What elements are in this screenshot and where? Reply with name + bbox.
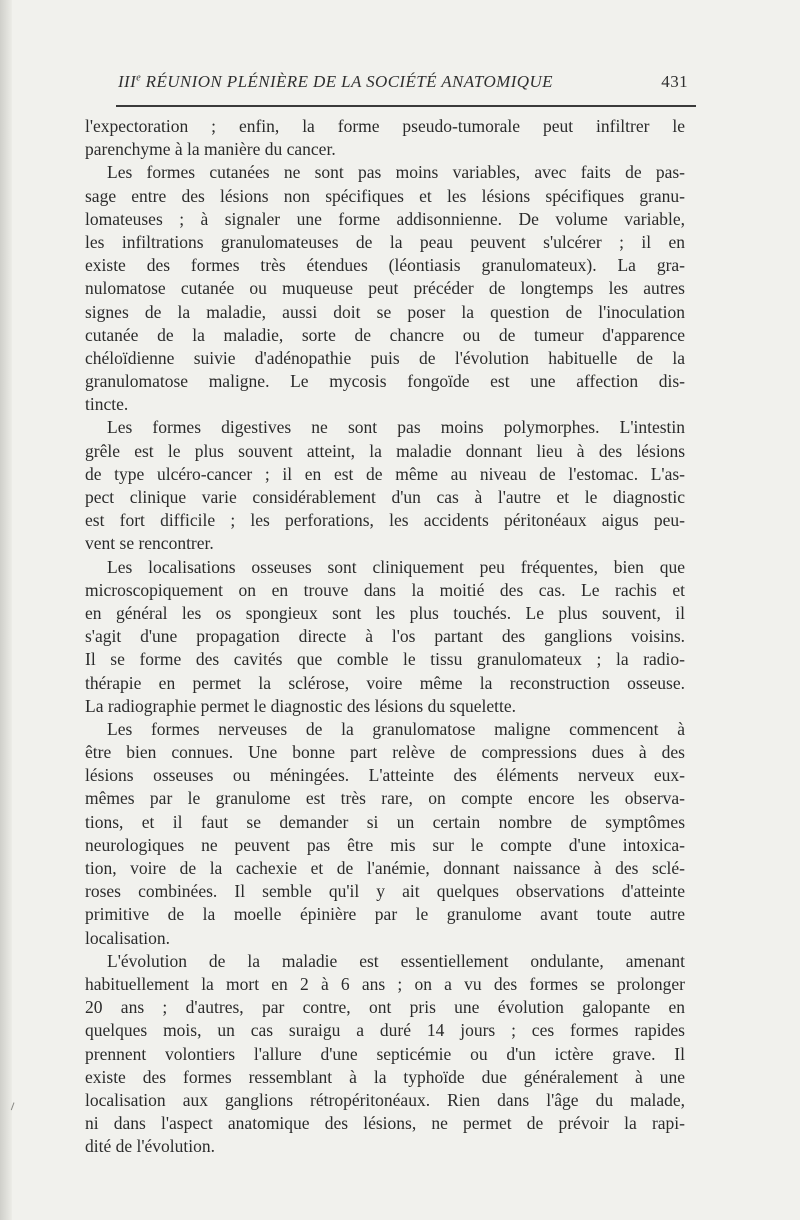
text-line: s'agit d'une propagation directe à l'os partant des ganglions voisins.: [85, 626, 685, 647]
text-line: granulomatose maligne. Le mycosis fongoïde est une affection dis-: [85, 371, 685, 392]
text-line: chéloïdienne suivie d'adénopathie puis de l'évolution habituelle de la: [85, 347, 685, 368]
text-line: lésions osseuses ou méningées. L'atteinte des éléments nerveux eux-: [85, 765, 685, 786]
text-line: Les formes nerveuses de la granulomatose maligne commencent à: [107, 718, 685, 739]
text-line: roses combinées. Il semble qu'il y ait quelques observations d'atteinte: [85, 881, 685, 902]
text-line: cutanée de la maladie, sorte de chancre ou de tumeur d'apparence: [85, 324, 685, 345]
paragraph: [85, 556, 685, 718]
text-line: mêmes par le granulome est très rare, on compte encore les observa-: [85, 788, 685, 809]
text-line: tion, voire de la cachexie et de l'anémie, donnant naissance à des sclé-: [85, 858, 685, 878]
text-line: Les localisations osseuses sont cliniquement peu fréquentes, bien que: [107, 556, 685, 577]
page-edge-shadow: [0, 0, 12, 1220]
text-line: thérapie en permet la sclérose, voire même la reconstruction osseuse.: [85, 672, 685, 693]
text-line: est fort difficile ; les perforations, les accidents péritonéaux aigus peu-: [85, 510, 685, 531]
text-line: localisation.: [85, 927, 171, 948]
text-line: en général les os spongieux sont les plus touchés. Le plus souvent, il: [85, 602, 685, 623]
text-line: nulomatose cutanée ou muqueuse peut précéder de longtemps les autres: [85, 278, 685, 299]
text-line: Les formes cutanées ne sont pas moins variables, avec faits de pas-: [107, 162, 685, 183]
margin-mark: [11, 1102, 18, 1111]
text-line: tions, et il faut se demander si un certain nombre de symptômes: [85, 811, 685, 832]
text-line: quelques mois, un cas suraigu a duré 14 jours ; ces formes rapides: [85, 1020, 685, 1041]
text-line: primitive de la moelle épinière par le granulome avant toute autre: [85, 904, 685, 925]
text-line: vent se rencontrer.: [85, 533, 214, 554]
paragraph: [85, 950, 685, 1159]
text-line: microscopiquement on en trouve dans la moitié des cas. Le rachis et: [85, 579, 685, 600]
text-line: Les formes digestives ne sont pas moins polymorphes. L'intestin: [107, 417, 685, 438]
text-line: lomateuses ; à signaler une forme addisonnienne. De volume variable,: [85, 208, 685, 229]
text-line: sage entre des lésions non spécifiques et les lésions spécifiques granu-: [85, 185, 685, 206]
paragraph: [85, 718, 685, 950]
paragraph: [85, 416, 685, 555]
text-line: La radiographie permet le diagnostic des lésions du squelette.: [85, 695, 517, 716]
text-line: grêle est le plus souvent atteint, la maladie donnant lieu à des lésions: [85, 440, 685, 461]
text-line: être bien connues. Une bonne part relève de compressions dues à des: [85, 742, 685, 763]
body-text: [85, 115, 685, 1158]
text-line: l'expectoration ; enfin, la forme pseudo-tumorale peut infiltrer le: [85, 116, 685, 136]
text-line: signes de la maladie, aussi doit se poser la question de l'inoculation: [85, 301, 685, 322]
text-line: 20 ans ; d'autres, par contre, ont pris une évolution galopante en: [85, 997, 685, 1018]
text-line: existe des formes très étendues (léontiasis granulomateux). La gra-: [85, 255, 685, 276]
text-line: localisation aux ganglions rétropéritonéaux. Rien dans l'âge du malade,: [85, 1089, 685, 1110]
text-line: les infiltrations granulomateuses de la peau peuvent s'ulcérer ; il en: [85, 231, 685, 252]
text-line: de type ulcéro-cancer ; il en est de même au niveau de l'estomac. L'as-: [85, 463, 685, 484]
paragraph: [85, 115, 685, 161]
page-number: 431: [661, 72, 688, 91]
paragraph: [85, 161, 685, 416]
header-rule: [116, 105, 696, 107]
text-line: existe des formes ressemblant à la typhoïde due généralement à une: [85, 1066, 685, 1087]
text-line: parenchyme à la manière du cancer.: [85, 139, 336, 160]
text-line: ni dans l'aspect anatomique des lésions, ne permet de prévoir la rapi-: [85, 1113, 685, 1134]
text-line: dité de l'évolution.: [85, 1136, 216, 1157]
text-line: habituellement la mort en 2 à 6 ans ; on a vu des formes se prolonger: [85, 973, 685, 994]
text-line: neurologiques ne peuvent pas être mis sur le compte d'une intoxica-: [85, 834, 685, 855]
text-line: Il se forme des cavités que comble le tissu granulomateux ; la radio-: [85, 649, 685, 670]
text-line: tincte.: [85, 394, 129, 415]
running-head-title: IIIe RÉUNION PLÉNIÈRE DE LA SOCIÉTÉ ANATOMIQUE: [118, 72, 553, 91]
text-line: prennent volontiers l'allure d'une septicémie ou d'un ictère grave. Il: [85, 1043, 685, 1064]
text-line: L'évolution de la maladie est essentiellement ondulante, amenant: [107, 950, 685, 971]
running-head: [118, 72, 688, 98]
text-line: pect clinique varie considérablement d'un cas à l'autre et le diagnostic: [85, 487, 685, 507]
